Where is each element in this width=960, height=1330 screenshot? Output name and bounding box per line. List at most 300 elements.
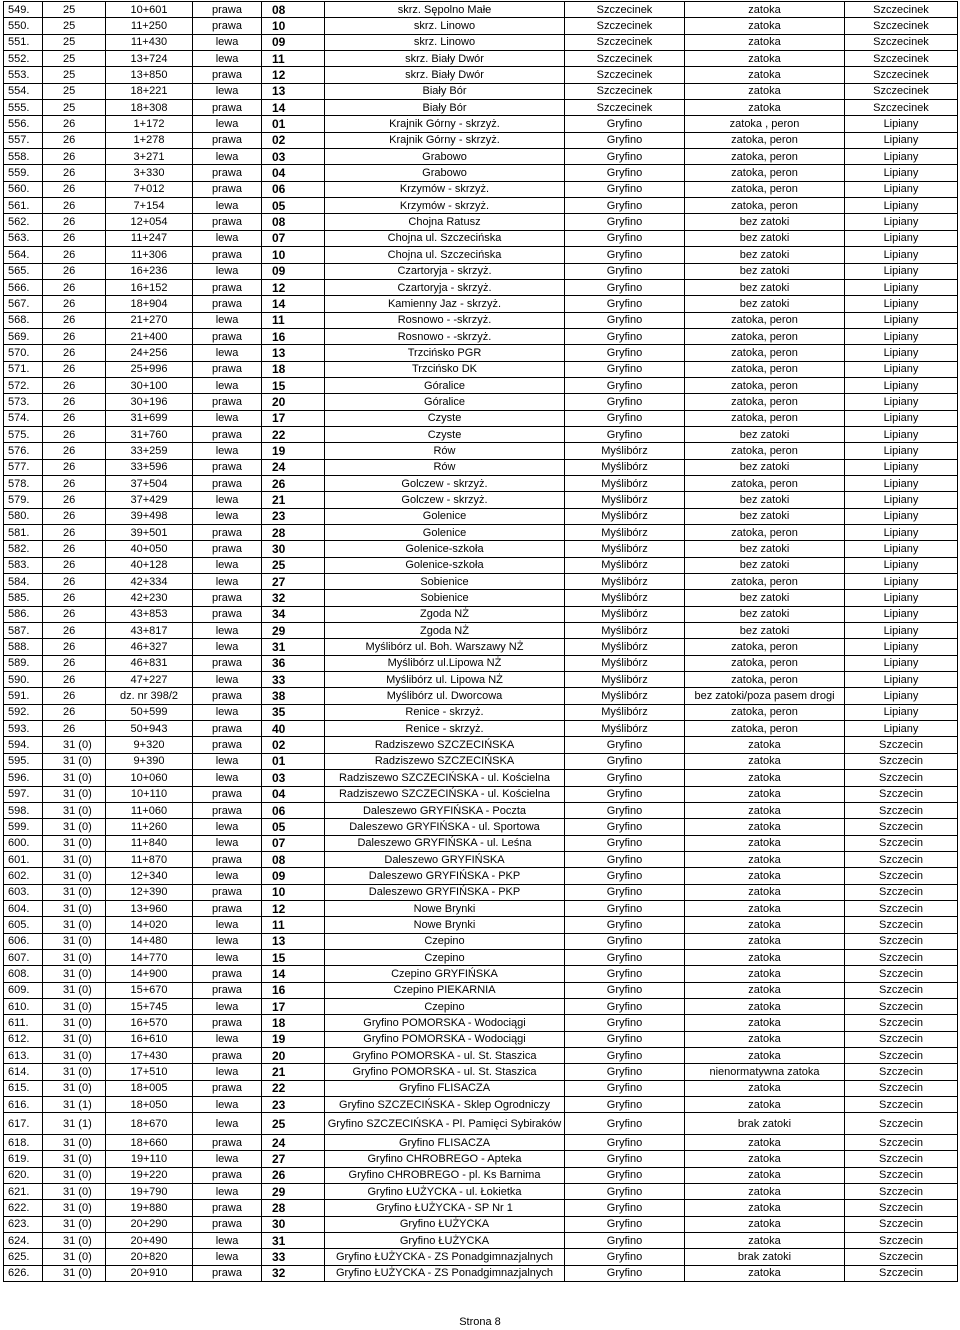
kilometer-cell: 18+904 bbox=[106, 296, 193, 312]
row-number-cell: 612. bbox=[4, 1031, 43, 1047]
stop-type-cell: zatoka, peron bbox=[685, 475, 845, 491]
stop-name-cell: Zgoda NŻ bbox=[325, 623, 565, 639]
stop-number-cell: 12 bbox=[262, 67, 325, 83]
district-cell: Szczecinek bbox=[845, 67, 958, 83]
road-number-cell: 26 bbox=[43, 557, 106, 573]
stop-type-cell: zatoka, peron bbox=[685, 345, 845, 361]
district-cell: Lipiany bbox=[845, 508, 958, 524]
side-cell: prawa bbox=[193, 1265, 262, 1281]
table-row bbox=[4, 704, 958, 720]
stop-name-cell: Nowe Brynki bbox=[325, 917, 565, 933]
road-number-cell: 31 (0) bbox=[43, 786, 106, 802]
stop-number-cell: 14 bbox=[262, 100, 325, 116]
side-cell: lewa bbox=[193, 949, 262, 965]
kilometer-cell: dz. nr 398/2 bbox=[106, 688, 193, 704]
stop-type-cell: brak zatoki bbox=[685, 1113, 845, 1135]
stop-type-cell: zatoka, peron bbox=[685, 443, 845, 459]
row-number-cell: 594. bbox=[4, 737, 43, 753]
district-cell: Szczecin bbox=[845, 786, 958, 802]
commune-cell: Gryfino bbox=[565, 851, 685, 867]
side-cell: prawa bbox=[193, 851, 262, 867]
road-number-cell: 31 (0) bbox=[43, 802, 106, 818]
stop-number-cell: 24 bbox=[262, 1134, 325, 1150]
commune-cell: Gryfino bbox=[565, 312, 685, 328]
district-cell: Lipiany bbox=[845, 492, 958, 508]
district-cell: Szczecinek bbox=[845, 51, 958, 67]
stop-type-cell: zatoka bbox=[685, 737, 845, 753]
side-cell: prawa bbox=[193, 1134, 262, 1150]
district-cell: Lipiany bbox=[845, 623, 958, 639]
stop-number-cell: 27 bbox=[262, 1151, 325, 1167]
kilometer-cell: 15+745 bbox=[106, 998, 193, 1014]
road-number-cell: 31 (0) bbox=[43, 1031, 106, 1047]
table-row bbox=[4, 181, 958, 197]
stop-number-cell: 10 bbox=[262, 247, 325, 263]
road-number-cell: 31 (0) bbox=[43, 1134, 106, 1150]
stop-name-cell: Czartoryja - skrzyż. bbox=[325, 279, 565, 295]
kilometer-cell: 47+227 bbox=[106, 672, 193, 688]
row-number-cell: 611. bbox=[4, 1015, 43, 1031]
commune-cell: Myślibórz bbox=[565, 443, 685, 459]
table-row bbox=[4, 998, 958, 1014]
stop-number-cell: 22 bbox=[262, 426, 325, 442]
road-number-cell: 31 (0) bbox=[43, 1216, 106, 1232]
stop-name-cell: Góralice bbox=[325, 394, 565, 410]
district-cell: Lipiany bbox=[845, 279, 958, 295]
side-cell: prawa bbox=[193, 165, 262, 181]
stop-type-cell: zatoka bbox=[685, 851, 845, 867]
commune-cell: Gryfino bbox=[565, 917, 685, 933]
commune-cell: Gryfino bbox=[565, 1080, 685, 1096]
stop-number-cell: 08 bbox=[262, 214, 325, 230]
stop-type-cell: zatoka bbox=[685, 900, 845, 916]
table-row bbox=[4, 1134, 958, 1150]
stop-name-cell: Gryfino FLISACZA bbox=[325, 1134, 565, 1150]
stop-type-cell: zatoka, peron bbox=[685, 721, 845, 737]
district-cell: Szczecin bbox=[845, 1015, 958, 1031]
stop-type-cell: zatoka, peron bbox=[685, 394, 845, 410]
stop-name-cell: Gryfino CHROBREGO - pl. Ks Barnima bbox=[325, 1167, 565, 1183]
table-row bbox=[4, 770, 958, 786]
kilometer-cell: 10+110 bbox=[106, 786, 193, 802]
stop-number-cell: 25 bbox=[262, 1113, 325, 1135]
row-number-cell: 616. bbox=[4, 1097, 43, 1113]
table-row bbox=[4, 1265, 958, 1281]
table-row bbox=[4, 884, 958, 900]
road-number-cell: 26 bbox=[43, 263, 106, 279]
road-number-cell: 26 bbox=[43, 426, 106, 442]
commune-cell: Szczecinek bbox=[565, 100, 685, 116]
stop-type-cell: zatoka, peron bbox=[685, 525, 845, 541]
stop-type-cell: zatoka bbox=[685, 1167, 845, 1183]
district-cell: Szczecin bbox=[845, 1167, 958, 1183]
road-number-cell: 31 (0) bbox=[43, 1048, 106, 1064]
kilometer-cell: 37+429 bbox=[106, 492, 193, 508]
commune-cell: Szczecinek bbox=[565, 83, 685, 99]
kilometer-cell: 18+005 bbox=[106, 1080, 193, 1096]
row-number-cell: 574. bbox=[4, 410, 43, 426]
district-cell: Lipiany bbox=[845, 704, 958, 720]
table-row bbox=[4, 1151, 958, 1167]
row-number-cell: 589. bbox=[4, 655, 43, 671]
kilometer-cell: 9+390 bbox=[106, 753, 193, 769]
stop-number-cell: 21 bbox=[262, 1064, 325, 1080]
table-body bbox=[4, 2, 958, 1282]
stop-name-cell: Chojna Ratusz bbox=[325, 214, 565, 230]
stop-number-cell: 12 bbox=[262, 279, 325, 295]
road-number-cell: 26 bbox=[43, 508, 106, 524]
table-row bbox=[4, 933, 958, 949]
side-cell: lewa bbox=[193, 312, 262, 328]
stop-number-cell: 06 bbox=[262, 802, 325, 818]
stop-type-cell: bez zatoki bbox=[685, 508, 845, 524]
stop-number-cell: 11 bbox=[262, 51, 325, 67]
stop-name-cell: Renice - skrzyż. bbox=[325, 704, 565, 720]
district-cell: Lipiany bbox=[845, 475, 958, 491]
side-cell: lewa bbox=[193, 623, 262, 639]
stop-name-cell: Biały Bór bbox=[325, 83, 565, 99]
row-number-cell: 586. bbox=[4, 606, 43, 622]
stop-name-cell: Czepino bbox=[325, 998, 565, 1014]
stop-type-cell: zatoka bbox=[685, 1048, 845, 1064]
table-row bbox=[4, 443, 958, 459]
road-number-cell: 26 bbox=[43, 394, 106, 410]
kilometer-cell: 43+817 bbox=[106, 623, 193, 639]
stop-name-cell: Gryfino SZCZECIŃSKA - Sklep Ogrodniczy bbox=[325, 1097, 565, 1113]
stop-name-cell: Sobienice bbox=[325, 574, 565, 590]
side-cell: prawa bbox=[193, 688, 262, 704]
stop-type-cell: bez zatoki bbox=[685, 296, 845, 312]
commune-cell: Gryfino bbox=[565, 835, 685, 851]
road-number-cell: 31 (0) bbox=[43, 933, 106, 949]
table-row bbox=[4, 1097, 958, 1113]
road-number-cell: 31 (0) bbox=[43, 835, 106, 851]
stop-type-cell: zatoka bbox=[685, 802, 845, 818]
kilometer-cell: 40+050 bbox=[106, 541, 193, 557]
table-row bbox=[4, 606, 958, 622]
road-number-cell: 31 (0) bbox=[43, 868, 106, 884]
district-cell: Szczecin bbox=[845, 949, 958, 965]
commune-cell: Gryfino bbox=[565, 426, 685, 442]
row-number-cell: 609. bbox=[4, 982, 43, 998]
commune-cell: Szczecinek bbox=[565, 67, 685, 83]
kilometer-cell: 40+128 bbox=[106, 557, 193, 573]
road-number-cell: 26 bbox=[43, 345, 106, 361]
district-cell: Szczecin bbox=[845, 1249, 958, 1265]
stop-number-cell: 08 bbox=[262, 851, 325, 867]
table-row bbox=[4, 672, 958, 688]
table-row bbox=[4, 1249, 958, 1265]
district-cell: Szczecin bbox=[845, 835, 958, 851]
road-number-cell: 26 bbox=[43, 492, 106, 508]
stop-type-cell: zatoka bbox=[685, 917, 845, 933]
road-number-cell: 26 bbox=[43, 639, 106, 655]
stop-number-cell: 34 bbox=[262, 606, 325, 622]
kilometer-cell: 39+498 bbox=[106, 508, 193, 524]
row-number-cell: 593. bbox=[4, 721, 43, 737]
kilometer-cell: 13+960 bbox=[106, 900, 193, 916]
stop-type-cell: zatoka bbox=[685, 1265, 845, 1281]
district-cell: Szczecin bbox=[845, 1216, 958, 1232]
stop-number-cell: 27 bbox=[262, 574, 325, 590]
side-cell: prawa bbox=[193, 296, 262, 312]
kilometer-cell: 11+430 bbox=[106, 34, 193, 50]
stop-name-cell: Kamienny Jaz - skrzyż. bbox=[325, 296, 565, 312]
table-row bbox=[4, 296, 958, 312]
row-number-cell: 569. bbox=[4, 328, 43, 344]
side-cell: prawa bbox=[193, 721, 262, 737]
road-number-cell: 25 bbox=[43, 67, 106, 83]
side-cell: prawa bbox=[193, 737, 262, 753]
commune-cell: Gryfino bbox=[565, 1031, 685, 1047]
row-number-cell: 587. bbox=[4, 623, 43, 639]
commune-cell: Gryfino bbox=[565, 165, 685, 181]
bus-stops-table bbox=[3, 1, 958, 1282]
district-cell: Lipiany bbox=[845, 639, 958, 655]
commune-cell: Gryfino bbox=[565, 1167, 685, 1183]
stop-number-cell: 28 bbox=[262, 525, 325, 541]
stop-type-cell: zatoka, peron bbox=[685, 149, 845, 165]
row-number-cell: 622. bbox=[4, 1200, 43, 1216]
side-cell: prawa bbox=[193, 525, 262, 541]
table-row bbox=[4, 786, 958, 802]
commune-cell: Gryfino bbox=[565, 1151, 685, 1167]
stop-type-cell: zatoka, peron bbox=[685, 574, 845, 590]
road-number-cell: 31 (0) bbox=[43, 1167, 106, 1183]
stop-number-cell: 08 bbox=[262, 2, 325, 18]
stop-type-cell: zatoka bbox=[685, 982, 845, 998]
stop-type-cell: bez zatoki bbox=[685, 279, 845, 295]
stop-type-cell: zatoka, peron bbox=[685, 312, 845, 328]
row-number-cell: 573. bbox=[4, 394, 43, 410]
district-cell: Lipiany bbox=[845, 230, 958, 246]
district-cell: Lipiany bbox=[845, 198, 958, 214]
stop-type-cell: zatoka bbox=[685, 1015, 845, 1031]
kilometer-cell: 18+221 bbox=[106, 83, 193, 99]
side-cell: lewa bbox=[193, 149, 262, 165]
row-number-cell: 572. bbox=[4, 377, 43, 393]
district-cell: Szczecin bbox=[845, 917, 958, 933]
road-number-cell: 26 bbox=[43, 721, 106, 737]
road-number-cell: 26 bbox=[43, 328, 106, 344]
commune-cell: Szczecinek bbox=[565, 18, 685, 34]
district-cell: Szczecin bbox=[845, 819, 958, 835]
stop-number-cell: 16 bbox=[262, 328, 325, 344]
kilometer-cell: 7+154 bbox=[106, 198, 193, 214]
kilometer-cell: 42+230 bbox=[106, 590, 193, 606]
table-row bbox=[4, 851, 958, 867]
district-cell: Lipiany bbox=[845, 345, 958, 361]
district-cell: Szczecin bbox=[845, 868, 958, 884]
stop-name-cell: Radziszewo SZCZECIŃSKA - ul. Kościelna bbox=[325, 770, 565, 786]
stop-number-cell: 05 bbox=[262, 198, 325, 214]
row-number-cell: 577. bbox=[4, 459, 43, 475]
stop-name-cell: Golenice bbox=[325, 525, 565, 541]
road-number-cell: 26 bbox=[43, 214, 106, 230]
stop-type-cell: zatoka bbox=[685, 34, 845, 50]
stop-name-cell: Krajnik Górny - skrzyż. bbox=[325, 116, 565, 132]
district-cell: Szczecin bbox=[845, 851, 958, 867]
stop-number-cell: 15 bbox=[262, 949, 325, 965]
kilometer-cell: 33+259 bbox=[106, 443, 193, 459]
stop-number-cell: 01 bbox=[262, 753, 325, 769]
kilometer-cell: 50+943 bbox=[106, 721, 193, 737]
row-number-cell: 610. bbox=[4, 998, 43, 1014]
district-cell: Szczecin bbox=[845, 1113, 958, 1135]
road-number-cell: 31 (1) bbox=[43, 1113, 106, 1135]
row-number-cell: 626. bbox=[4, 1265, 43, 1281]
side-cell: prawa bbox=[193, 247, 262, 263]
commune-cell: Szczecinek bbox=[565, 51, 685, 67]
commune-cell: Myślibórz bbox=[565, 721, 685, 737]
stop-name-cell: skrz. Linowo bbox=[325, 34, 565, 50]
side-cell: prawa bbox=[193, 100, 262, 116]
side-cell: lewa bbox=[193, 1183, 262, 1199]
road-number-cell: 26 bbox=[43, 165, 106, 181]
commune-cell: Gryfino bbox=[565, 949, 685, 965]
road-number-cell: 31 (0) bbox=[43, 1015, 106, 1031]
road-number-cell: 31 (0) bbox=[43, 770, 106, 786]
stop-type-cell: zatoka bbox=[685, 1134, 845, 1150]
stop-type-cell: zatoka, peron bbox=[685, 655, 845, 671]
stop-type-cell: zatoka bbox=[685, 1216, 845, 1232]
road-number-cell: 26 bbox=[43, 312, 106, 328]
side-cell: prawa bbox=[193, 606, 262, 622]
stop-type-cell: zatoka, peron bbox=[685, 639, 845, 655]
road-number-cell: 25 bbox=[43, 83, 106, 99]
stop-type-cell: nienormatywna zatoka bbox=[685, 1064, 845, 1080]
table-row bbox=[4, 574, 958, 590]
commune-cell: Gryfino bbox=[565, 1048, 685, 1064]
row-number-cell: 554. bbox=[4, 83, 43, 99]
stop-number-cell: 09 bbox=[262, 263, 325, 279]
commune-cell: Gryfino bbox=[565, 1200, 685, 1216]
table-row bbox=[4, 2, 958, 18]
district-cell: Lipiany bbox=[845, 263, 958, 279]
side-cell: lewa bbox=[193, 672, 262, 688]
side-cell: prawa bbox=[193, 655, 262, 671]
district-cell: Szczecinek bbox=[845, 34, 958, 50]
side-cell: lewa bbox=[193, 1031, 262, 1047]
side-cell: prawa bbox=[193, 982, 262, 998]
kilometer-cell: 12+054 bbox=[106, 214, 193, 230]
road-number-cell: 31 (0) bbox=[43, 982, 106, 998]
kilometer-cell: 12+340 bbox=[106, 868, 193, 884]
road-number-cell: 26 bbox=[43, 279, 106, 295]
table-row bbox=[4, 198, 958, 214]
stop-type-cell: zatoka bbox=[685, 1200, 845, 1216]
stop-name-cell: Golczew - skrzyż. bbox=[325, 475, 565, 491]
row-number-cell: 555. bbox=[4, 100, 43, 116]
row-number-cell: 563. bbox=[4, 230, 43, 246]
row-number-cell: 557. bbox=[4, 132, 43, 148]
commune-cell: Myślibórz bbox=[565, 508, 685, 524]
side-cell: prawa bbox=[193, 1216, 262, 1232]
road-number-cell: 25 bbox=[43, 2, 106, 18]
side-cell: prawa bbox=[193, 2, 262, 18]
side-cell: lewa bbox=[193, 230, 262, 246]
commune-cell: Gryfino bbox=[565, 328, 685, 344]
commune-cell: Gryfino bbox=[565, 198, 685, 214]
kilometer-cell: 16+236 bbox=[106, 263, 193, 279]
commune-cell: Gryfino bbox=[565, 982, 685, 998]
kilometer-cell: 19+110 bbox=[106, 1151, 193, 1167]
stop-number-cell: 17 bbox=[262, 410, 325, 426]
side-cell: lewa bbox=[193, 345, 262, 361]
table-row bbox=[4, 508, 958, 524]
stop-type-cell: zatoka bbox=[685, 18, 845, 34]
stop-number-cell: 29 bbox=[262, 1183, 325, 1199]
side-cell: lewa bbox=[193, 574, 262, 590]
table-row bbox=[4, 949, 958, 965]
stop-type-cell: zatoka bbox=[685, 1097, 845, 1113]
district-cell: Lipiany bbox=[845, 541, 958, 557]
stop-number-cell: 17 bbox=[262, 998, 325, 1014]
commune-cell: Gryfino bbox=[565, 770, 685, 786]
row-number-cell: 605. bbox=[4, 917, 43, 933]
stop-number-cell: 06 bbox=[262, 181, 325, 197]
side-cell: prawa bbox=[193, 590, 262, 606]
table-row bbox=[4, 230, 958, 246]
stop-number-cell: 31 bbox=[262, 639, 325, 655]
road-number-cell: 26 bbox=[43, 116, 106, 132]
stop-name-cell: Czartoryja - skrzyż. bbox=[325, 263, 565, 279]
stop-name-cell: Gryfino ŁUŻYCKA - SP Nr 1 bbox=[325, 1200, 565, 1216]
stop-name-cell: Gryfino ŁUŻYCKA - ZS Ponadgimnazjalnych bbox=[325, 1265, 565, 1281]
table-row bbox=[4, 639, 958, 655]
road-number-cell: 26 bbox=[43, 198, 106, 214]
row-number-cell: 551. bbox=[4, 34, 43, 50]
side-cell: prawa bbox=[193, 475, 262, 491]
stop-name-cell: Trzcińsko DK bbox=[325, 361, 565, 377]
district-cell: Szczecin bbox=[845, 933, 958, 949]
table-row bbox=[4, 688, 958, 704]
stop-name-cell: Rosnowo - -skrzyż. bbox=[325, 312, 565, 328]
commune-cell: Gryfino bbox=[565, 181, 685, 197]
commune-cell: Szczecinek bbox=[565, 2, 685, 18]
commune-cell: Gryfino bbox=[565, 786, 685, 802]
stop-name-cell: Daleszewo GRYFIŃSKA bbox=[325, 851, 565, 867]
road-number-cell: 31 (0) bbox=[43, 1265, 106, 1281]
stop-type-cell: zatoka bbox=[685, 83, 845, 99]
kilometer-cell: 11+840 bbox=[106, 835, 193, 851]
table-row bbox=[4, 165, 958, 181]
stop-type-cell: bez zatoki bbox=[685, 426, 845, 442]
district-cell: Lipiany bbox=[845, 132, 958, 148]
kilometer-cell: 13+850 bbox=[106, 67, 193, 83]
kilometer-cell: 39+501 bbox=[106, 525, 193, 541]
commune-cell: Myślibórz bbox=[565, 623, 685, 639]
stop-name-cell: Gryfino POMORSKA - Wodociągi bbox=[325, 1015, 565, 1031]
stop-number-cell: 32 bbox=[262, 590, 325, 606]
stop-name-cell: Gryfino SZCZECIŃSKA - Pl. Pamięci Sybiraków bbox=[325, 1113, 565, 1135]
row-number-cell: 566. bbox=[4, 279, 43, 295]
district-cell: Lipiany bbox=[845, 688, 958, 704]
table-row bbox=[4, 83, 958, 99]
row-number-cell: 619. bbox=[4, 1151, 43, 1167]
side-cell: lewa bbox=[193, 770, 262, 786]
stop-type-cell: zatoka, peron bbox=[685, 165, 845, 181]
district-cell: Szczecinek bbox=[845, 18, 958, 34]
stop-number-cell: 22 bbox=[262, 1080, 325, 1096]
stop-name-cell: Myślibórz ul. Boh. Warszawy NŻ bbox=[325, 639, 565, 655]
kilometer-cell: 1+278 bbox=[106, 132, 193, 148]
row-number-cell: 553. bbox=[4, 67, 43, 83]
road-number-cell: 26 bbox=[43, 672, 106, 688]
stop-name-cell: Czepino PIEKARNIA bbox=[325, 982, 565, 998]
side-cell: prawa bbox=[193, 132, 262, 148]
road-number-cell: 26 bbox=[43, 688, 106, 704]
